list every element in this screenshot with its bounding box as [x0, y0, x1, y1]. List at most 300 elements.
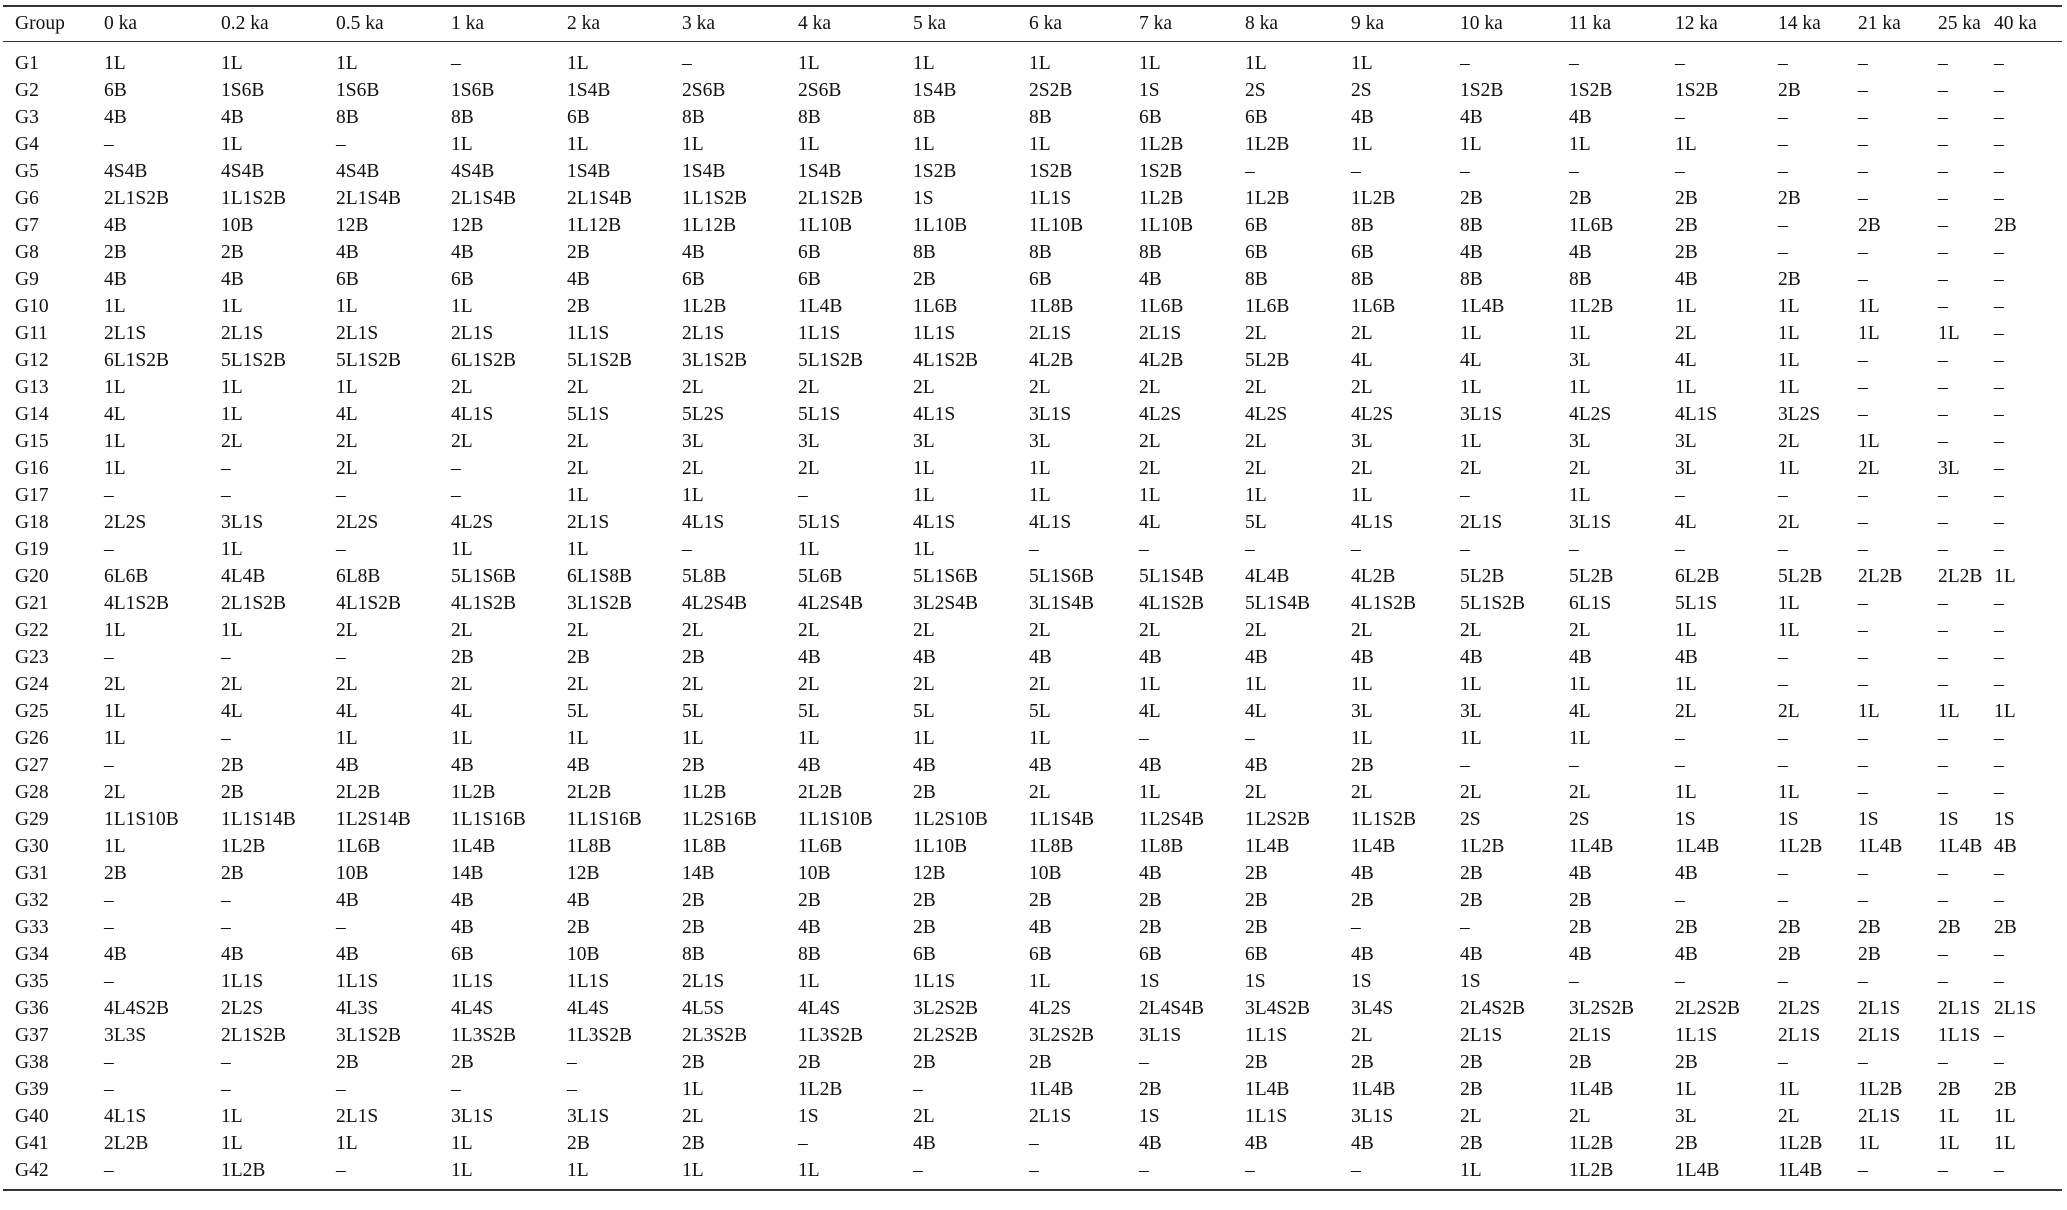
table-cell: 8B	[1139, 242, 1162, 263]
table-cell: 1L6B	[1139, 296, 1184, 317]
table-cell: 2L	[104, 674, 126, 695]
table-cell: –	[1994, 620, 2004, 641]
table-cell: –	[567, 1052, 577, 1073]
table-cell: 1L3S2B	[451, 1025, 517, 1046]
table-cell: –	[336, 485, 346, 506]
table-cell: 4S4B	[451, 161, 495, 182]
table-cell: 2B	[1460, 1133, 1483, 1154]
table-cell: 4B	[567, 890, 590, 911]
table-cell: 2L1S	[336, 323, 379, 344]
table-cell: 1L	[1778, 350, 1800, 371]
table-cell: –	[1351, 539, 1361, 560]
group-label-cell: G2	[15, 80, 39, 101]
column-header: 5 ka	[913, 13, 947, 34]
table-cell: –	[1675, 539, 1685, 560]
table-cell: 2L	[1029, 620, 1051, 641]
table-cell: 2B	[1245, 917, 1268, 938]
table-cell: 6B	[913, 944, 936, 965]
table-cell: 1L	[798, 971, 820, 992]
table-cell: 4B	[104, 944, 127, 965]
table-cell: 2L	[1351, 620, 1373, 641]
table-cell: 1L	[1778, 323, 1800, 344]
table-cell: 2L	[913, 377, 935, 398]
table-cell: 1L	[1029, 485, 1051, 506]
table-cell: 1L2B	[1569, 1133, 1614, 1154]
table-cell: –	[221, 1052, 231, 1073]
table-cell: 5L1S4B	[1245, 593, 1311, 614]
table-cell: 3L	[798, 431, 820, 452]
table-cell: –	[336, 539, 346, 560]
table-cell: –	[1938, 242, 1948, 263]
table-cell: 4B	[1139, 269, 1162, 290]
table-cell: 1L4B	[1460, 296, 1505, 317]
table-cell: –	[1938, 215, 1948, 236]
table-cell: 6B	[1139, 107, 1162, 128]
table-cell: 1L6B	[913, 296, 958, 317]
table-cell: 1L	[1351, 134, 1373, 155]
table-cell: –	[1858, 890, 1868, 911]
table-cell: –	[1994, 728, 2004, 749]
table-cell: 4B	[1569, 647, 1592, 668]
table-cell: 6B	[1245, 944, 1268, 965]
table-cell: 6B	[104, 80, 127, 101]
table-cell: 1L2B	[451, 782, 496, 803]
table-cell: –	[1994, 593, 2004, 614]
table-cell: –	[1139, 728, 1149, 749]
table-cell: –	[1938, 296, 1948, 317]
group-label-cell: G38	[15, 1052, 49, 1073]
table-cell: 2L2S	[221, 998, 264, 1019]
group-label-cell: G18	[15, 512, 49, 533]
table-cell: 1L2S16B	[682, 809, 757, 830]
table-cell: 2L1S2B	[104, 188, 170, 209]
table-cell: 2L1S	[104, 323, 147, 344]
table-cell: 4S4B	[221, 161, 265, 182]
table-cell: –	[1858, 647, 1868, 668]
table-cell: –	[1994, 485, 2004, 506]
table-cell: 1L1S	[798, 323, 841, 344]
table-cell: 2L	[1029, 782, 1051, 803]
table-cell: 1L	[1994, 566, 2016, 587]
table-cell: 4L1S	[1029, 512, 1072, 533]
table-cell: 5L	[913, 701, 935, 722]
header-row	[3, 6, 2062, 42]
table-cell: 1L4B	[1029, 1079, 1074, 1100]
table-cell: 1L	[221, 620, 243, 641]
table-cell: 1L	[1675, 134, 1697, 155]
table-row	[3, 1130, 2062, 1157]
table-cell: 4B	[1351, 107, 1374, 128]
table-cell: –	[1675, 161, 1685, 182]
column-header: 14 ka	[1778, 13, 1821, 34]
table-cell: 1L4B	[798, 296, 843, 317]
table-cell: 4L1S2B	[451, 593, 517, 614]
table-cell: 2B	[1460, 1079, 1483, 1100]
table-cell: 3L	[1569, 431, 1591, 452]
table-cell: 4L1S2B	[913, 350, 979, 371]
table-cell: 8B	[1029, 242, 1052, 263]
table-cell: 2L	[451, 431, 473, 452]
table-cell: 12B	[913, 863, 946, 884]
table-cell: 1L	[682, 1079, 704, 1100]
table-cell: 1L8B	[567, 836, 612, 857]
group-label-cell: G21	[15, 593, 49, 614]
table-cell: 4B	[1139, 755, 1162, 776]
table-cell: 1L2B	[1858, 1079, 1903, 1100]
table-cell: 4L1S2B	[1351, 593, 1417, 614]
table-cell: 2S6B	[682, 80, 726, 101]
table-cell: 1L	[104, 620, 126, 641]
table-cell: –	[336, 917, 346, 938]
table-cell: 2L	[798, 620, 820, 641]
table-cell: 4L	[336, 404, 358, 425]
table-cell: 3L2S2B	[913, 998, 979, 1019]
table-cell: 2L2B	[567, 782, 612, 803]
table-cell: 1L8B	[1029, 296, 1074, 317]
table-cell: 4B	[451, 890, 474, 911]
table-row	[3, 1049, 2062, 1076]
table-cell: –	[1778, 863, 1788, 884]
table-cell: –	[104, 1052, 114, 1073]
table-cell: 2B	[682, 1052, 705, 1073]
table-cell: 1S6B	[451, 80, 495, 101]
table-cell: 4L	[336, 701, 358, 722]
table-cell: 4B	[104, 269, 127, 290]
table-cell: 1L	[221, 1106, 243, 1127]
table-cell: 4B	[913, 755, 936, 776]
table-cell: 1L	[1994, 1133, 2016, 1154]
table-cell: 5L1S6B	[451, 566, 517, 587]
table-cell: 1L	[1029, 728, 1051, 749]
table-cell: 2L2S2B	[913, 1025, 979, 1046]
table-cell: 1L8B	[1139, 836, 1184, 857]
table-cell: 2B	[913, 782, 936, 803]
table-row	[3, 617, 2062, 644]
table-cell: 1S	[1139, 80, 1160, 101]
table-cell: 8B	[1245, 269, 1268, 290]
table-cell: 1L2B	[682, 296, 727, 317]
table-cell: 3L	[1569, 350, 1591, 371]
table-cell: 1S	[1245, 971, 1266, 992]
table-cell: 1S	[1139, 971, 1160, 992]
table-cell: 4B	[104, 215, 127, 236]
group-label-cell: G30	[15, 836, 49, 857]
table-cell: 5L2S	[682, 404, 725, 425]
table-cell: 4B	[1245, 647, 1268, 668]
table-cell: 4B	[913, 647, 936, 668]
table-cell: 1L4B	[1938, 836, 1982, 857]
table-cell: –	[451, 53, 461, 74]
table-cell: 1L	[682, 1160, 704, 1181]
table-cell: 3L	[913, 431, 935, 452]
table-cell: 1S6B	[221, 80, 265, 101]
table-cell: 4L1S2B	[1139, 593, 1205, 614]
table-row	[3, 968, 2062, 995]
table-cell: 8B	[1460, 215, 1483, 236]
table-cell: 1L	[798, 728, 820, 749]
table-row	[3, 104, 2062, 131]
table-cell: 1L1S	[1245, 1106, 1288, 1127]
table-cell: –	[1778, 485, 1788, 506]
table-cell: 4L1S	[104, 1106, 147, 1127]
table-cell: 4L2B	[1351, 566, 1396, 587]
table-cell: –	[1675, 107, 1685, 128]
table-cell: 2B	[1029, 890, 1052, 911]
table-cell: 6B	[336, 269, 359, 290]
table-cell: 1L1S	[1938, 1025, 1981, 1046]
table-cell: 4L	[1139, 512, 1161, 533]
table-cell: 2B	[567, 917, 590, 938]
table-row	[3, 590, 2062, 617]
table-cell: 1L4B	[1245, 1079, 1290, 1100]
table-cell: 4B	[336, 755, 359, 776]
table-row	[3, 644, 2062, 671]
table-cell: 1L	[1569, 134, 1591, 155]
table-cell: 2L1S	[1858, 1106, 1901, 1127]
table-cell: 1L	[1351, 485, 1373, 506]
table-cell: –	[1994, 890, 2004, 911]
table-cell: 2L	[1460, 782, 1482, 803]
table-cell: –	[1994, 971, 2004, 992]
table-cell: 2L	[1245, 620, 1267, 641]
table-cell: 4L5S	[682, 998, 725, 1019]
table-cell: 12B	[336, 215, 369, 236]
table-cell: 1L	[451, 296, 473, 317]
table-cell: 1L1S16B	[567, 809, 642, 830]
table-row	[3, 293, 2062, 320]
table-cell: 6B	[451, 269, 474, 290]
table-cell: 2L	[682, 458, 704, 479]
table-cell: –	[1858, 782, 1868, 803]
table-cell: 1L	[1778, 620, 1800, 641]
table-cell: 1L	[1029, 971, 1051, 992]
table-cell: 1L	[567, 1160, 589, 1181]
table-cell: –	[104, 485, 114, 506]
table-cell: –	[1778, 215, 1788, 236]
table-cell: 3L4S	[1351, 998, 1394, 1019]
table-cell: –	[1994, 863, 2004, 884]
table-cell: 1L	[1858, 296, 1880, 317]
table-cell: 2L	[1351, 458, 1373, 479]
group-label-cell: G31	[15, 863, 49, 884]
table-cell: 2B	[682, 917, 705, 938]
table-row	[3, 995, 2062, 1022]
table-cell: 2L	[1029, 674, 1051, 695]
table-cell: –	[1994, 350, 2004, 371]
table-cell: 1L	[336, 728, 358, 749]
table-row	[3, 671, 2062, 698]
table-cell: 1L	[1569, 728, 1591, 749]
table-cell: 4L	[221, 701, 243, 722]
table-cell: –	[1994, 1025, 2004, 1046]
table-cell: 1L	[1460, 377, 1482, 398]
table-cell: 1S2B	[1139, 161, 1183, 182]
table-cell: –	[1460, 917, 1470, 938]
table-cell: 1L	[1569, 377, 1591, 398]
table-cell: 1L4B	[1569, 1079, 1614, 1100]
table-cell: 1L	[567, 134, 589, 155]
table-cell: 1L	[1139, 674, 1161, 695]
table-cell: 1L	[1139, 485, 1161, 506]
table-cell: 2B	[1938, 917, 1961, 938]
table-cell: 2L	[336, 458, 358, 479]
group-label-cell: G32	[15, 890, 49, 911]
table-cell: –	[1994, 674, 2004, 695]
table-cell: 4L2S	[1245, 404, 1288, 425]
table-cell: 2B	[221, 863, 244, 884]
table-cell: 8B	[682, 944, 705, 965]
table-cell: 1L1S	[1245, 1025, 1288, 1046]
table-cell: 4B	[336, 242, 359, 263]
table-cell: –	[104, 1079, 114, 1100]
table-cell: 10B	[1029, 863, 1062, 884]
table-cell: 14B	[682, 863, 715, 884]
group-label-cell: G15	[15, 431, 49, 452]
table-cell: –	[1938, 755, 1948, 776]
table-cell: –	[1938, 890, 1948, 911]
table-cell: –	[1460, 755, 1470, 776]
table-cell: –	[1351, 1160, 1361, 1181]
table-cell: 2L1S	[1994, 998, 2037, 1019]
table-cell: –	[1675, 755, 1685, 776]
table-cell: 2L1S	[567, 512, 610, 533]
table-row	[3, 887, 2062, 914]
table-cell: 3L2S4B	[913, 593, 979, 614]
table-cell: 1L1S	[451, 971, 494, 992]
group-label-cell: G29	[15, 809, 49, 830]
table-cell: 4B	[1029, 917, 1052, 938]
table-cell: 2L1S2B	[798, 188, 864, 209]
table-cell: –	[1245, 728, 1255, 749]
table-cell: 1L	[104, 458, 126, 479]
table-cell: 4B	[1245, 1133, 1268, 1154]
table-cell: 2L	[1778, 512, 1800, 533]
table-cell: 2L1S	[1460, 1025, 1503, 1046]
table-cell: 4B	[1675, 269, 1698, 290]
group-label-cell: G17	[15, 485, 49, 506]
column-header: 40 ka	[1994, 13, 2037, 34]
table-cell: 5L	[798, 701, 820, 722]
table-cell: 1L	[221, 377, 243, 398]
table-cell: –	[1938, 971, 1948, 992]
table-cell: 1L	[104, 377, 126, 398]
table-cell: 4B	[1351, 1133, 1374, 1154]
table-cell: –	[1938, 350, 1948, 371]
table-cell: 2L2B	[1938, 566, 1982, 587]
table-cell: 2S2B	[1029, 80, 1073, 101]
table-cell: 2L1S2B	[221, 1025, 287, 1046]
table-cell: 4L	[1245, 701, 1267, 722]
table-cell: –	[104, 134, 114, 155]
table-cell: 2L	[1351, 323, 1373, 344]
table-cell: 1L	[1245, 674, 1267, 695]
table-cell: 4B	[451, 242, 474, 263]
table-cell: 8B	[451, 107, 474, 128]
table-row	[3, 239, 2062, 266]
group-label-cell: G39	[15, 1079, 49, 1100]
table-cell: 3L1S	[567, 1106, 610, 1127]
table-cell: –	[1460, 53, 1470, 74]
table-cell: 1L2B	[1778, 836, 1823, 857]
table-cell: 2L	[451, 377, 473, 398]
table-cell: 1L4B	[1245, 836, 1290, 857]
table-cell: 4L1S	[682, 512, 725, 533]
table-cell: 2B	[798, 1052, 821, 1073]
table-cell: 2L	[1460, 1106, 1482, 1127]
group-label-cell: G34	[15, 944, 49, 965]
table-cell: 3L	[1938, 458, 1960, 479]
table-cell: 1L4B	[1858, 836, 1903, 857]
table-cell: –	[1778, 1052, 1788, 1073]
table-cell: 4B	[798, 647, 821, 668]
table-cell: 2L	[1139, 458, 1161, 479]
table-cell: 2L1S	[336, 1106, 379, 1127]
table-cell: 6L8B	[336, 566, 381, 587]
table-cell: 2B	[1351, 755, 1374, 776]
table-cell: 4L2S	[1569, 404, 1612, 425]
group-label-cell: G28	[15, 782, 49, 803]
table-cell: 4B	[1569, 242, 1592, 263]
table-row	[3, 131, 2062, 158]
table-cell: 8B	[798, 107, 821, 128]
table-cell: 2L	[451, 674, 473, 695]
table-cell: 5L1S2B	[798, 350, 864, 371]
table-cell: 1L	[336, 1133, 358, 1154]
table-cell: 1L2B	[1245, 188, 1290, 209]
table-cell: –	[104, 647, 114, 668]
table-cell: 4L3S	[336, 998, 379, 1019]
table-cell: 2S	[1245, 80, 1266, 101]
table-cell: 2L1S	[1029, 323, 1072, 344]
table-cell: 1L6B	[1245, 296, 1290, 317]
table-cell: 1L	[1460, 323, 1482, 344]
table-cell: –	[1938, 728, 1948, 749]
table-cell: 2L	[336, 674, 358, 695]
table-cell: 1L	[221, 404, 243, 425]
table-cell: 2L3S2B	[682, 1025, 748, 1046]
table-cell: –	[1460, 539, 1470, 560]
table-cell: –	[1938, 107, 1948, 128]
table-row	[3, 860, 2062, 887]
table-cell: 2L1S	[1778, 1025, 1821, 1046]
table-cell: 6B	[798, 242, 821, 263]
table-cell: 1L2S2B	[1245, 809, 1311, 830]
table-cell: –	[1994, 539, 2004, 560]
table-cell: 4L1S	[1675, 404, 1718, 425]
table-cell: 8B	[1351, 269, 1374, 290]
table-cell: 1L1S2B	[1351, 809, 1417, 830]
table-cell: –	[1994, 134, 2004, 155]
table-cell: 2B	[682, 890, 705, 911]
table-cell: –	[1675, 485, 1685, 506]
table-cell: 2S	[1569, 809, 1590, 830]
table-cell: 2L	[1139, 377, 1161, 398]
table-cell: 4L2S	[451, 512, 494, 533]
table-cell: –	[1858, 53, 1868, 74]
table-cell: –	[1938, 1160, 1948, 1181]
table-cell: 2L	[1460, 620, 1482, 641]
table-cell: 2L	[1569, 782, 1591, 803]
table-cell: 6B	[1245, 107, 1268, 128]
table-cell: 3L1S4B	[1029, 593, 1095, 614]
table-cell: –	[1029, 539, 1039, 560]
table-cell: 3L4S2B	[1245, 998, 1311, 1019]
table-cell: 2L	[567, 620, 589, 641]
table-cell: 1L	[798, 134, 820, 155]
table-cell: 2L	[567, 458, 589, 479]
table-cell: 2L1S	[1569, 1025, 1612, 1046]
table-cell: 1L4B	[1351, 836, 1396, 857]
